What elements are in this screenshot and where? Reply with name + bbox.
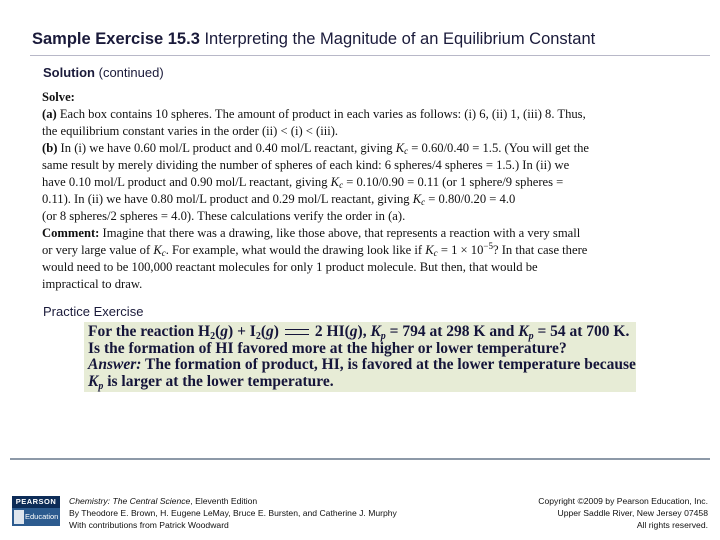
contributions-line: With contributions from Patrick Woodward [69,520,229,530]
solution-body [42,89,672,293]
pearson-logo [12,496,60,526]
footer-divider [10,458,710,460]
slide-title [32,30,704,49]
logo-brand: PEARSON [12,496,60,508]
practice-question-line-1: For the reaction $H_2(g) + I_2(g)$ 2 HI(g), $K_p = 794$ at 298 K and $K_p = 54$ at 700 K. [88,323,630,342]
comment-line-1: Comment: Imagine that there was a drawing, like those above, that represents a reaction with a very small [42,226,581,240]
part-b-line-4: 0.11). In (ii) we have 0.80 mol/L product and 0.29 mol/L reactant, giving $K_c = 0.80/0.20 = 4.0$ [42,192,516,207]
answer-label: Answer: [88,356,142,373]
logo-subtitle: Education [25,512,59,521]
practice-question-line-2: Is the formation of HI favored more at the higher or lower temperature? [88,339,567,357]
rights-line: All rights reserved. [636,520,708,530]
part-b-line-5: (or 8 spheres/2 spheres = 4.0). These calculations verify the order in (a). [42,209,406,223]
comment-line-2: or very large value of $K_c$. For example, what would the drawing look like if $K_c = 1 \times 10^{-5}$? In that case there [42,241,588,258]
part-b-line-3: have 0.10 mol/L product and 0.90 mol/L reactant, giving $K_c = 0.10/0.90 = 0.11$ (or 1 sphere/9 spheres = [42,175,564,190]
part-b-line-2: same result by merely dividing the number of spheres of each kind: 6 spheres/4 spheres = 1.5.) In (ii) we [42,158,570,172]
part-a-line-1: (a) Each box contains 10 spheres. The amount of product in each varies as follows: (i) 6, (ii) 1, (iii) 8. Thus, [42,107,586,121]
practice-heading: Practice Exercise [43,304,144,319]
footer-copyright [538,495,708,531]
solution-heading [43,65,164,80]
exercise-number: Sample Exercise 15.3 [32,30,200,48]
book-title: Chemistry: The Central Science [69,496,191,506]
part-a-label: (a) [42,107,57,121]
equilibrium-arrows-icon [285,327,309,337]
solution-note: (continued) [98,65,164,80]
title-divider [30,55,710,56]
book-line: Chemistry: The Central Science, Eleventh Edition [69,496,258,506]
practice-answer-line-1: Answer: The formation of product, HI, is favored at the lower temperature because [88,356,636,373]
practice-answer-line-2: $K_p$ is larger at the lower temperature. [88,372,334,392]
authors-line: By Theodore E. Brown, H. Eugene LeMay, Bruce E. Bursten, and Catherine J. Murphy [69,508,397,518]
comment-label: Comment: [42,226,100,240]
part-a-line-2: the equilibrium constant varies in the order (ii) < (i) < (iii). [42,124,339,138]
part-b-line-1: (b) In (i) we have 0.60 mol/L product and 0.40 mol/L reactant, giving $K_c = 0.60/0.40 = 1.5$. (You will get the [42,141,589,156]
solve-label: Solve: [42,90,75,104]
logo-mark-icon [14,510,24,524]
footer-citation [69,495,397,531]
practice-exercise-box [84,322,636,392]
comment-line-4: impractical to draw. [42,277,143,291]
solution-label: Solution [43,65,95,80]
comment-line-3: would need to be 100,000 reactant molecules for only 1 product molecule. But then, that would be [42,260,538,274]
exercise-title: Interpreting the Magnitude of an Equilibrium Constant [204,30,596,48]
copyright-line: Copyright ©2009 by Pearson Education, Inc. [538,496,708,506]
part-b-label: (b) [42,141,58,155]
address-line: Upper Saddle River, New Jersey 07458 [557,508,708,518]
